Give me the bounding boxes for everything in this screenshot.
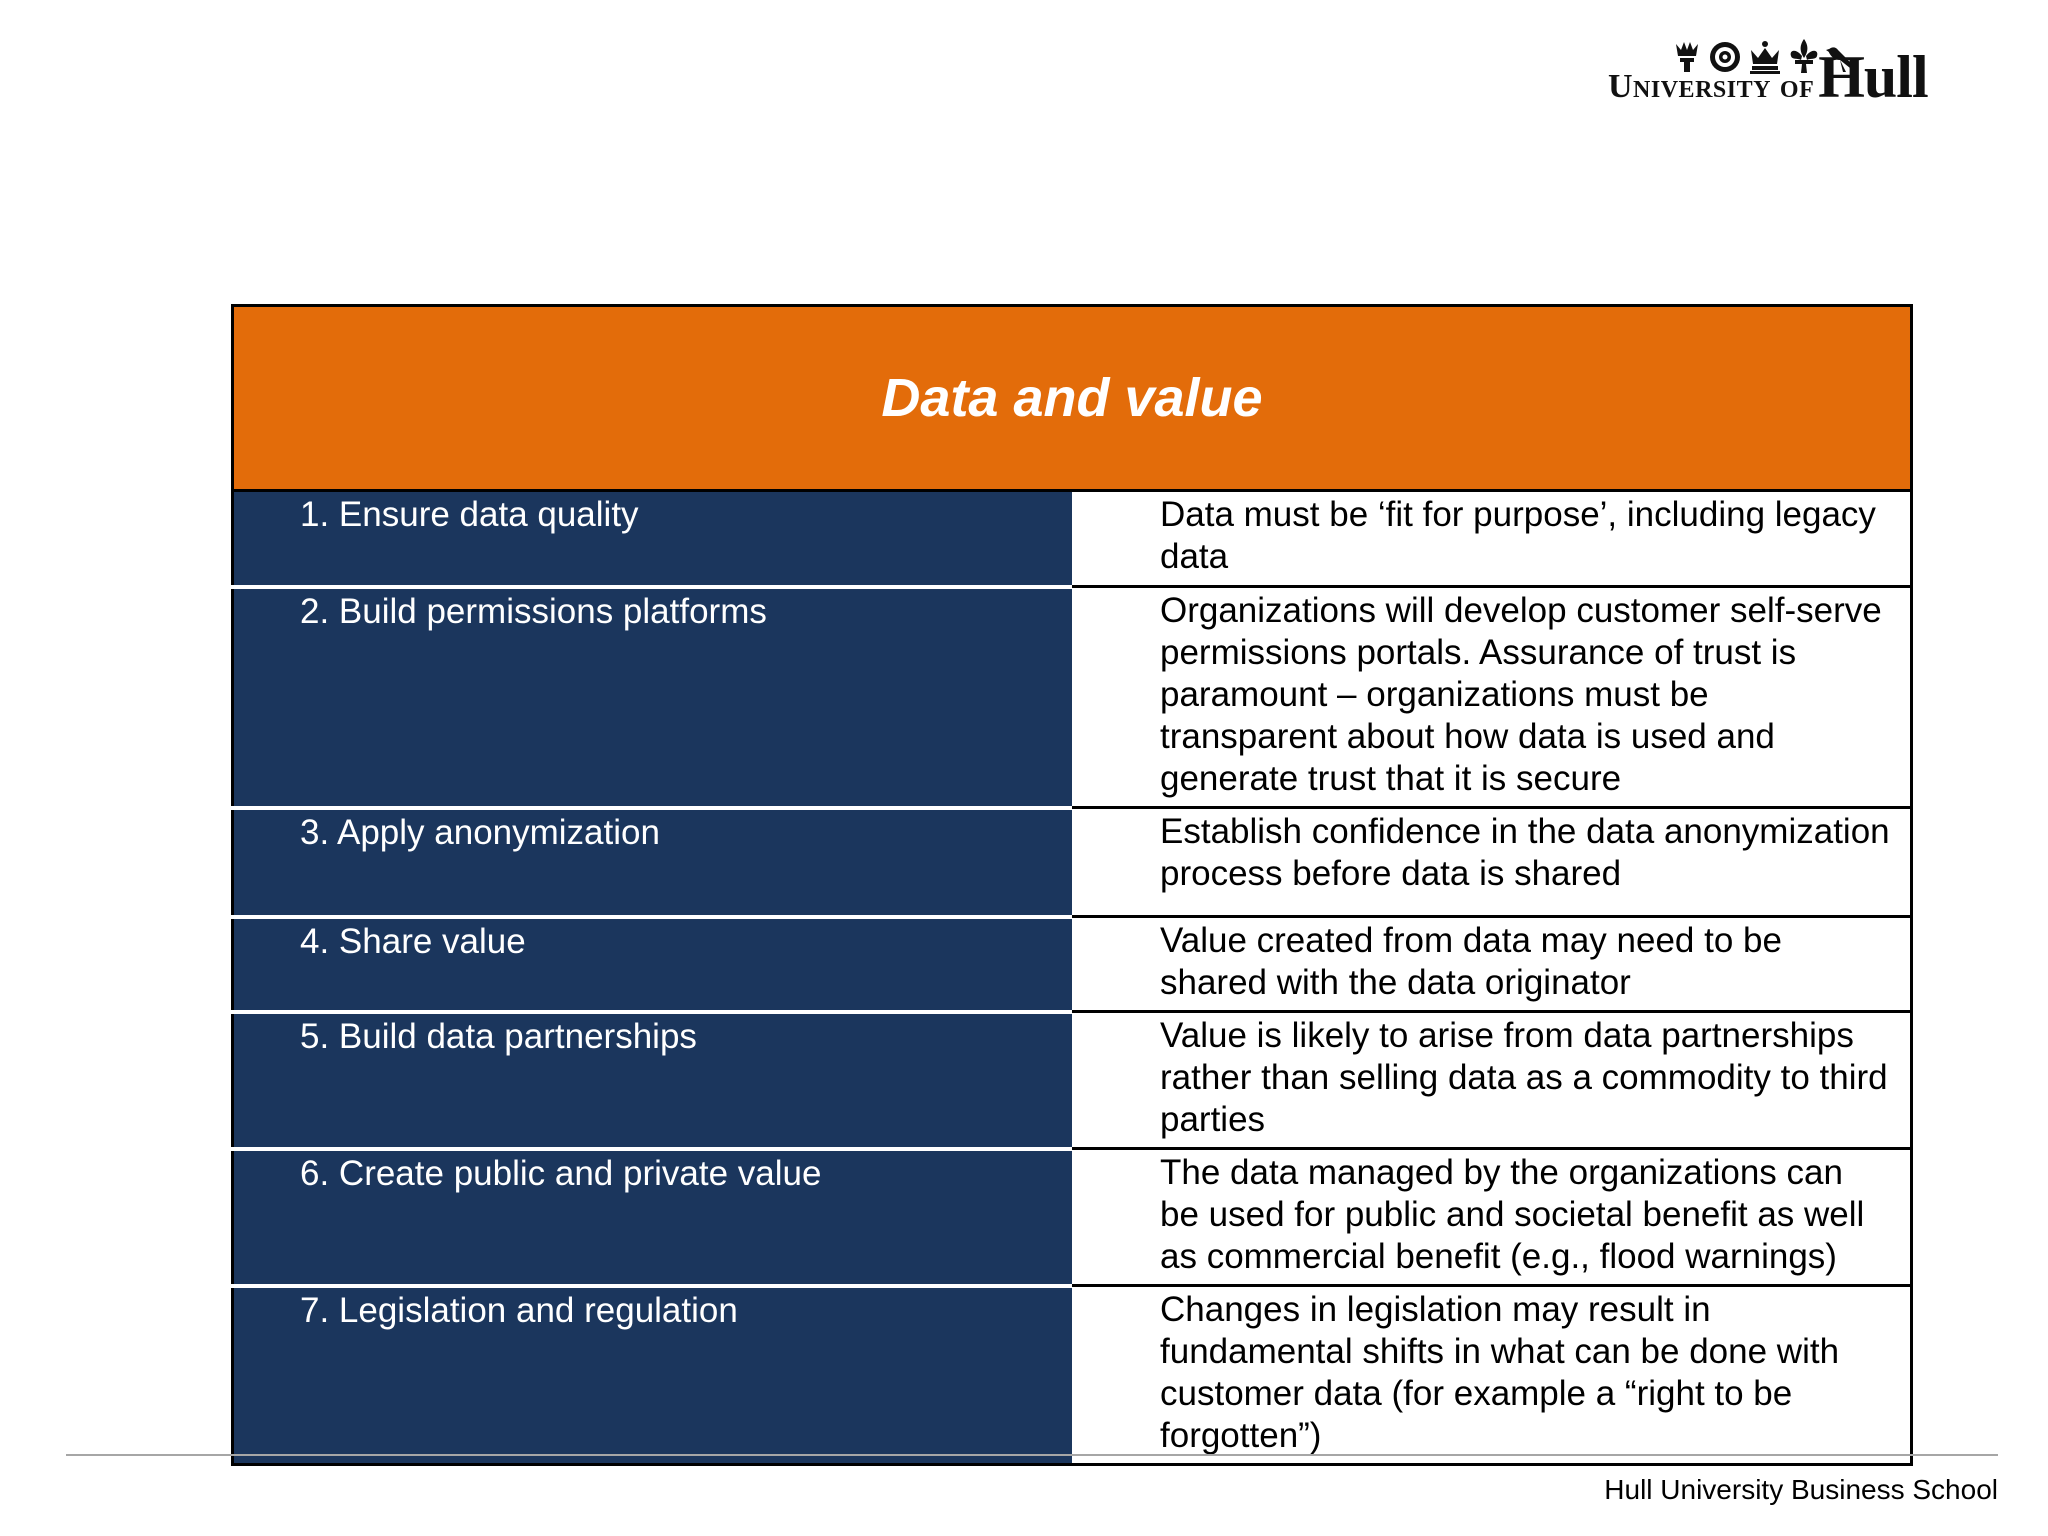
table-title: Data and value [233,306,1912,491]
university-logo [1608,34,2000,112]
row-description: Organizations will develop customer self-serve permissions portals. Assurance of trust is paramount – organizations must be transparent about how data is used and generate trust that it is secure [1072,587,1912,808]
row-label: 3. Apply anonymization [233,808,1073,917]
table-row [233,1286,1912,1465]
table-row [233,587,1912,808]
row-label: 2. Build permissions platforms [233,587,1073,808]
row-label: 6. Create public and private value [233,1149,1073,1286]
table-row [233,1012,1912,1149]
row-label: 4. Share value [233,917,1073,1012]
data-value-table [231,304,1913,1466]
row-description: The data managed by the organizations can be used for public and societal benefit as well as commercial benefit (e.g., flood warnings) [1072,1149,1912,1286]
row-description: Establish confidence in the data anonymization process before data is shared [1072,808,1912,917]
table-row [233,491,1912,587]
row-description: Value is likely to arise from data partnerships rather than selling data as a commodity to third parties [1072,1012,1912,1149]
table-row [233,1149,1912,1286]
footer-school-name: Hull University Business School [1604,1474,1998,1505]
row-label: 5. Build data partnerships [233,1012,1073,1149]
logo-wordmark [1608,43,1928,112]
row-description: Changes in legislation may result in fundamental shifts in what can be done with customer data (for example a “right to be forgotten”) [1072,1286,1912,1465]
logo-university-of: University of [1608,68,1815,105]
row-description: Value created from data may need to be shared with the data originator [1072,917,1912,1012]
logo-hull: Hull [1818,44,1928,110]
table-row [233,808,1912,917]
table-header-row [233,306,1912,491]
row-label: 7. Legislation and regulation [233,1286,1073,1465]
row-label: 1. Ensure data quality [233,491,1073,587]
row-description: Data must be ‘fit for purpose’, including legacy data [1072,491,1912,587]
table-row [233,917,1912,1012]
footer-divider [66,1454,1998,1456]
